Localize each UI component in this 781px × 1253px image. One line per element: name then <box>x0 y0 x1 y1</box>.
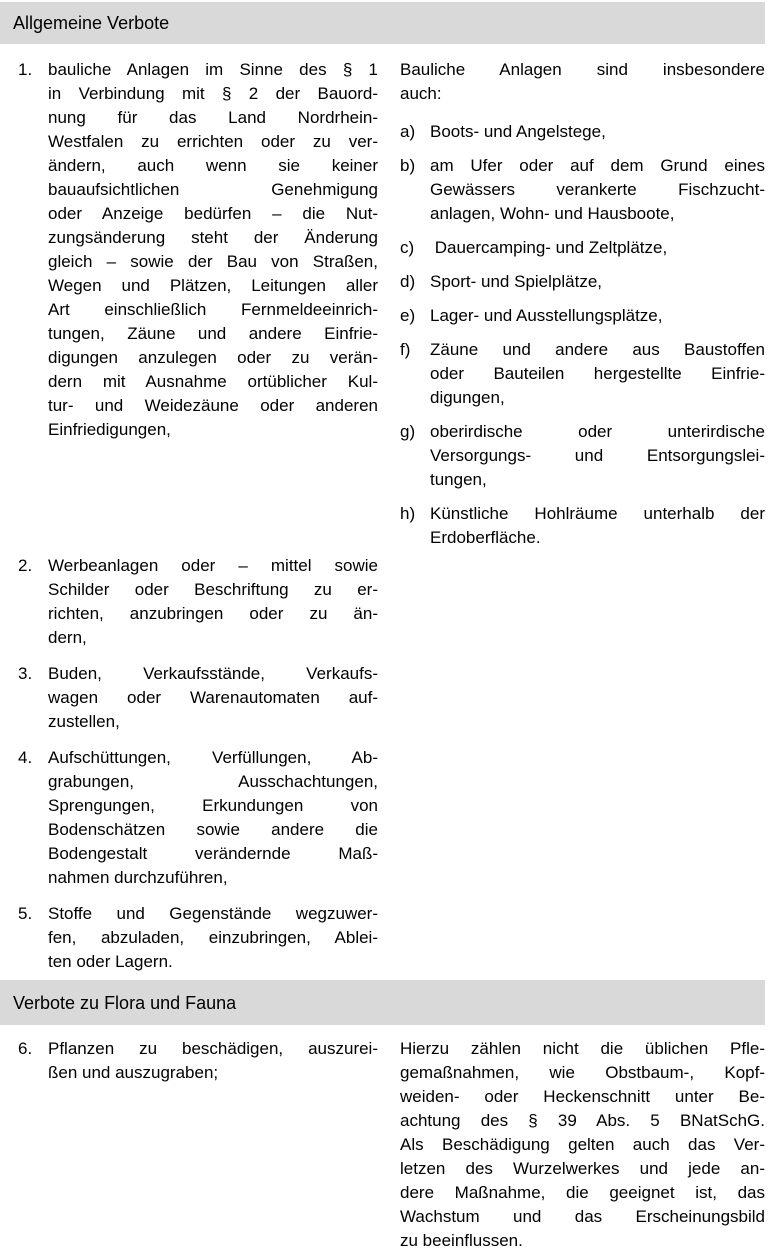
item-marker: 3. <box>18 664 33 683</box>
item-marker: 5. <box>18 904 33 923</box>
item-marker: f) <box>400 340 411 359</box>
text-line: Buden, Verkaufsstände, Verkaufs- <box>48 664 378 683</box>
item-marker: g) <box>400 422 416 441</box>
numbered-list-item <box>18 554 378 650</box>
numbered-list-item <box>18 902 378 974</box>
text-line: digungen anzulegen oder zu verän- <box>48 348 378 367</box>
item-text <box>430 502 765 550</box>
text-line: tungen, Zäune und andere Einfrie- <box>48 324 378 343</box>
item-text <box>430 270 765 294</box>
section-header-bar-allgemeine-verbote <box>0 2 765 44</box>
lettered-list-item <box>400 120 765 144</box>
numbered-list-first <box>18 58 378 442</box>
item-marker: b) <box>400 156 416 175</box>
item-marker: 6. <box>18 1039 33 1058</box>
text-line: nung für das Land Nordrhein- <box>48 108 378 127</box>
text-line: Schilder oder Beschriftung zu er- <box>48 580 378 599</box>
text-line: letzen des Wurzelwerkes und jede an- <box>400 1159 765 1178</box>
text-line: in Verbindung mit § 2 der Bauord- <box>48 84 378 103</box>
numbered-list-item <box>18 662 378 734</box>
item-text <box>430 236 765 260</box>
item-marker: 2. <box>18 556 33 575</box>
lettered-list-item <box>400 502 765 550</box>
text-line: Bodengestalt verändernde Maß- <box>48 844 378 863</box>
left-column <box>18 58 378 550</box>
item-text <box>430 304 765 328</box>
text-line: Sport- und Spielplätze, <box>430 272 602 291</box>
text-line: ten oder Lagern. <box>48 952 173 971</box>
text-line: Zäune und andere aus Baustoffen <box>430 340 765 359</box>
text-line: weiden- oder Heckenschnitt unter Be- <box>400 1087 765 1106</box>
text-line: ändern, auch wenn sie keiner <box>48 156 378 175</box>
text-line: oberirdische oder unterirdische <box>430 422 765 441</box>
text-line: digungen, <box>430 388 505 407</box>
item-text <box>430 420 765 492</box>
text-line: ßen und auszugraben; <box>48 1063 219 1082</box>
item-text <box>48 662 378 734</box>
left-column <box>18 1037 378 1253</box>
numbered-list-section-2 <box>18 1037 378 1085</box>
numbered-list-item <box>18 746 378 890</box>
text-line: Boots- und Angelstege, <box>430 122 606 141</box>
item-text <box>430 154 765 226</box>
text-line: Wachstum und das Erscheinungsbild <box>400 1207 765 1226</box>
item-text <box>430 338 765 410</box>
text-line: tungen, <box>430 470 487 489</box>
text-line: fen, abzuladen, einzubringen, Ablei- <box>48 928 378 947</box>
text-line: zustellen, <box>48 712 120 731</box>
lettered-list-item <box>400 304 765 328</box>
text-line: Einfriedigungen, <box>48 420 171 439</box>
item-marker: h) <box>400 504 416 523</box>
text-line: Lager- und Ausstellungsplätze, <box>430 306 663 325</box>
item-marker: c) <box>400 238 415 257</box>
text-line: Gewässers verankerte Fischzucht- <box>430 180 765 199</box>
text-line: Pflanzen zu beschädigen, auszurei- <box>48 1039 378 1058</box>
text-line: Wegen und Plätzen, Leitungen aller <box>48 276 378 295</box>
text-line: bauaufsichtlichen Genehmigung <box>48 180 378 199</box>
numbered-list-item <box>18 58 378 442</box>
text-line: dere Maßnahme, die geeignet ist, das <box>400 1183 765 1202</box>
text-line: Bodenschätzen sowie andere die <box>48 820 378 839</box>
item-marker: 4. <box>18 748 33 767</box>
text-line: Als Beschädigung gelten auch das Ver- <box>400 1135 765 1154</box>
text-line: gemaßnahmen, wie Obstbaum-, Kopf- <box>400 1063 765 1082</box>
item-marker: a) <box>400 122 416 141</box>
text-line: gleich – sowie der Bau von Straßen, <box>48 252 378 271</box>
lettered-list-item <box>400 420 765 492</box>
text-line: Werbeanlagen oder – mittel sowie <box>48 556 378 575</box>
item-marker: d) <box>400 272 416 291</box>
right-column <box>400 1037 765 1253</box>
section-header-bar-flora-fauna <box>0 980 765 1025</box>
text-line: anlagen, Wohn- und Hausboote, <box>430 204 675 223</box>
text-line: grabungen, Ausschachtungen, <box>48 772 378 791</box>
section-2-body <box>0 1025 781 1253</box>
section-header-text: Verbote zu Flora und Fauna <box>13 992 237 1013</box>
numbered-list-item <box>18 1037 378 1085</box>
text-line: Dauercamping- und Zeltplätze, <box>430 238 668 257</box>
text-line: Sprengungen, Erkundungen von <box>48 796 378 815</box>
lettered-list <box>400 120 765 550</box>
text-line: am Ufer oder auf dem Grund eines <box>430 156 765 175</box>
item-text <box>48 902 378 974</box>
text-line: Versorgungs- und Entsorgungslei- <box>430 446 765 465</box>
text-line: Westfalen zu errichten oder zu ver- <box>48 132 378 151</box>
item-marker: 1. <box>18 60 33 79</box>
explanation-paragraph <box>400 1037 765 1253</box>
text-line: Künstliche Hohlräume unterhalb der <box>430 504 765 523</box>
text-line: dern mit Ausnahme ortüblicher Kul- <box>48 372 378 391</box>
text-line: Aufschüttungen, Verfüllungen, Ab- <box>48 748 378 767</box>
text-line: bauliche Anlagen im Sinne des § 1 <box>48 60 378 79</box>
text-line: oder Anzeige bedürfen – die Nut- <box>48 204 378 223</box>
text-line: auch: <box>400 84 442 103</box>
text-line: zu beeinflussen. <box>400 1231 523 1250</box>
section-1-body <box>0 44 781 550</box>
text-line: wagen oder Warenautomaten auf- <box>48 688 378 707</box>
text-line: Bauliche Anlagen sind insbesondere <box>400 60 765 79</box>
lettered-list-item <box>400 154 765 226</box>
text-line: Art einschließlich Fernmeldeeinrich- <box>48 300 378 319</box>
lettered-list-item <box>400 338 765 410</box>
text-line: Erdoberfläche. <box>430 528 541 547</box>
item-text <box>430 120 765 144</box>
numbered-list-rest <box>0 554 378 974</box>
text-line: tur- und Weidezäune oder anderen <box>48 396 378 415</box>
item-text <box>48 746 378 890</box>
section-header-text: Allgemeine Verbote <box>13 13 170 33</box>
text-line: zungsänderung steht der Änderung <box>48 228 378 247</box>
text-line: nahmen durchzuführen, <box>48 868 228 887</box>
item-marker: e) <box>400 306 416 325</box>
right-column-intro <box>400 58 765 106</box>
text-line: dern, <box>48 628 87 647</box>
text-line: oder Bauteilen hergestellte Einfrie- <box>430 364 765 383</box>
item-text <box>48 554 378 650</box>
item-text <box>48 58 378 442</box>
lettered-list-item <box>400 270 765 294</box>
text-line: achtung des § 39 Abs. 5 BNatSchG. <box>400 1111 765 1130</box>
lettered-list-item <box>400 236 765 260</box>
text-line: richten, anzubringen oder zu än- <box>48 604 378 623</box>
right-column <box>400 58 765 550</box>
text-line: Hierzu zählen nicht die üblichen Pfle- <box>400 1039 765 1058</box>
item-text <box>48 1037 378 1085</box>
text-line: Stoffe und Gegenstände wegzuwer- <box>48 904 378 923</box>
